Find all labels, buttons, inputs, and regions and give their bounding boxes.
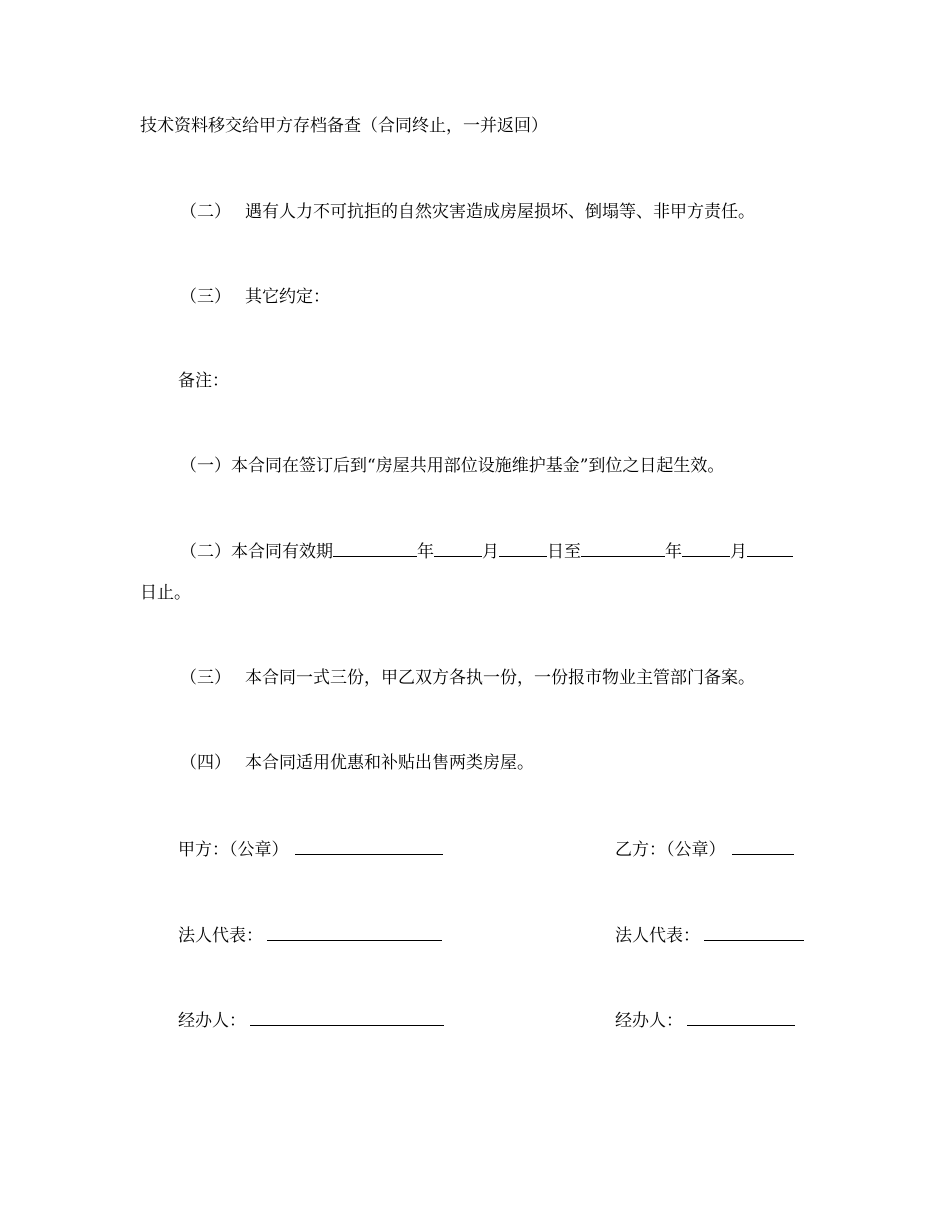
note-copies <box>180 667 755 689</box>
year-label: 年 <box>417 542 434 562</box>
end-year-blank[interactable] <box>581 540 665 557</box>
start-year-blank[interactable] <box>333 540 417 557</box>
note-effective <box>180 455 724 477</box>
note-label-text: 备注： <box>178 371 229 391</box>
clause-number: （三） <box>180 287 231 307</box>
legal-rep-b-blank[interactable] <box>704 924 804 941</box>
party-b-seal <box>615 838 794 861</box>
signature-label: 法人代表： <box>178 926 263 946</box>
note-text: 日止。 <box>140 583 191 603</box>
legal-rep-a <box>178 924 442 947</box>
start-month-blank[interactable] <box>434 540 482 557</box>
clause-text: 其它约定： <box>245 287 330 307</box>
paragraph-text: 技术资料移交给甲方存档备查（合同终止，一并返回） <box>140 116 548 136</box>
note-label <box>178 370 229 392</box>
party-a-seal <box>178 838 443 861</box>
signature-label: 甲方：（公章） <box>178 840 289 860</box>
clause-number: （二） <box>180 202 231 222</box>
clause-text: 本合同一式三份，甲乙双方各执一份，一份报市物业主管部门备案。 <box>245 668 755 688</box>
clause-text: 本合同适用优惠和补贴出售两类房屋。 <box>245 753 534 773</box>
note-text: （二）本合同有效期 <box>180 542 333 562</box>
signature-label: 法人代表： <box>615 926 700 946</box>
note-validity-cont <box>140 582 191 604</box>
year-label: 年 <box>665 542 682 562</box>
clause-other-terms <box>180 286 330 308</box>
paragraph-tech-docs <box>140 115 548 137</box>
start-day-blank[interactable] <box>499 540 547 557</box>
month-label: 月 <box>730 542 747 562</box>
end-day-blank[interactable] <box>747 540 793 557</box>
handler-a <box>178 1009 444 1032</box>
day-label: 日至 <box>547 542 581 562</box>
legal-rep-a-blank[interactable] <box>267 924 442 941</box>
clause-force-majeure <box>180 201 755 223</box>
handler-b-blank[interactable] <box>687 1009 795 1026</box>
signature-label: 乙方：（公章） <box>615 840 726 860</box>
signature-label: 经办人： <box>178 1011 246 1031</box>
end-month-blank[interactable] <box>682 540 730 557</box>
clause-number: （四） <box>180 753 231 773</box>
signature-label: 经办人： <box>615 1011 683 1031</box>
party-b-seal-blank[interactable] <box>732 838 794 855</box>
clause-text: 遇有人力不可抗拒的自然灾害造成房屋损坏、倒塌等、非甲方责任。 <box>245 202 755 222</box>
month-label: 月 <box>482 542 499 562</box>
handler-b <box>615 1009 795 1032</box>
note-validity-period <box>180 540 793 563</box>
note-applicability <box>180 752 534 774</box>
clause-number: （三） <box>180 668 231 688</box>
party-a-seal-blank[interactable] <box>295 838 443 855</box>
legal-rep-b <box>615 924 804 947</box>
note-text: （一）本合同在签订后到“房屋共用部位设施维护基金”到位之日起生效。 <box>180 456 725 476</box>
handler-a-blank[interactable] <box>250 1009 444 1026</box>
